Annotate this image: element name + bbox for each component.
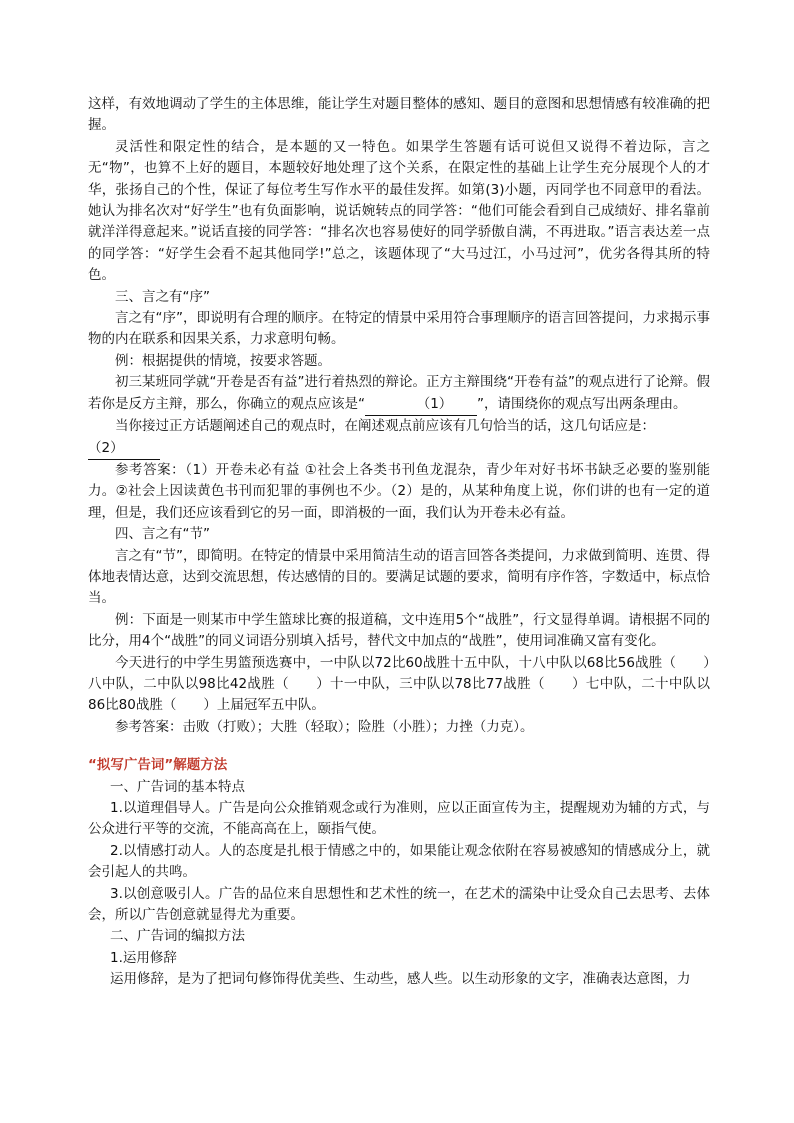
- rebuttal-text: 当你接过正方话题阐述自己的观点时，在阐述观点前应该有几句恰当的话，这几句话应是：: [115, 418, 655, 435]
- paragraph-answer-2: 参考答案：击败（打败）；大胜（轻取）；险胜（小胜）；力挫（力克）。: [115, 718, 534, 735]
- answer-blank-2: （2）: [88, 438, 160, 460]
- heading-order: 三、言之有“序”: [115, 288, 210, 305]
- heading-conciseness: 四、言之有“节”: [115, 526, 210, 543]
- ad-feature-2: 2.以情感打动人。人的态度是扎根于情感之中的，如果能让观念依附在容易被感知的情感成分上，就会引起人的共鸣。: [88, 842, 710, 881]
- paragraph-basketball: [88, 653, 710, 717]
- ad-method-1: 1.运用修辞: [110, 949, 177, 966]
- heading-ad-methods: 二、广告词的编拟方法: [110, 928, 245, 945]
- answer-blank-1: （1）: [365, 394, 477, 416]
- basketball-text-c: ）十一中队，三中队以78比77战胜（: [315, 675, 545, 692]
- paragraph-answer-1: 参考答案：（1）开卷未必有益 ①社会上各类书刊鱼龙混杂，青少年对好书坏书缺乏必要的鉴别能力。②社会上因读黄色书刊而犯罪的事例也不少。（2）是的，从某种角度上说，你们讲的也有一定的道理，但是，我们还应该看到它的另一面，即消极的一面，我们认为开卷未必有益。: [88, 461, 710, 521]
- paragraph-example-1: 例：根据提供的情境，按要求答题。: [115, 352, 331, 369]
- paragraph-example-2: 例：下面是一则某市中学生篮球比赛的报道稿，文中连用5个“战胜”，行文显得单调。请根据不同的比分，用4个“战胜”的同义词语分别填入括号，替代文中加点的“战胜”，使用词准确又富有变化。: [88, 611, 710, 650]
- debate-text-a: 初三某班同学就“开卷是否有益”进行着热烈的辩论。正方主辩围绕“开卷有益”的观点进行了论辩。假若你是反方主辩，那么，你确立的观点应该是“: [88, 374, 710, 412]
- debate-text-b: ”，请围绕你的观点写出两条理由。: [477, 395, 687, 412]
- paragraph-conciseness-def: 言之有“节”，即简明。在特定的情景中采用简洁生动的语言回答各类提问，力求做到简明、连贯、得体地表情达意，达到交流思想，传达感情的目的。要满足试题的要求，简明有序作答，字数适中，标点恰当。: [88, 547, 710, 607]
- ad-feature-1: 1.以道理倡导人。广告是向公众推销观念或行为准则，应以正面宣传为主，提醒规劝为辅的方式，与公众进行平等的交流，不能高高在上，颐指气使。: [88, 800, 710, 838]
- basketball-text-e: ）上届冠军五中队。: [203, 697, 325, 714]
- document-page: [88, 94, 710, 991]
- basketball-text-d: ）七中队，二十中队以86比80战胜（: [88, 675, 711, 714]
- paragraph-rebuttal: [88, 416, 710, 460]
- ad-feature-3: 3.以创意吸引人。广告的品位来自思想性和艺术性的统一，在艺术的濡染中让受众自己去思考、去体会，所以广告创意就显得尤为重要。: [88, 885, 710, 924]
- paragraph-continuation: 这样，有效地调动了学生的主体思维，能让学生对题目整体的感知、题目的意图和思想情感有较准确的把握。: [88, 96, 710, 134]
- section-title-ad: “拟写广告词”解题方法: [88, 757, 228, 774]
- heading-ad-features: 一、广告词的基本特点: [110, 778, 245, 795]
- basketball-text-a: 今天进行的中学生男篮预选赛中，一中队以72比60战胜十五中队，十八中队以68比56战胜（: [115, 654, 677, 671]
- paragraph-flexibility: 灵活性和限定性的结合，是本题的又一特色。如果学生答题有话可说但又说得不着边际，言之无“物”，也算不上好的题目，本题较好地处理了这个关系，在限定性的基础上让学生充分展现个人的才华，张扬自己的个性，保证了每位考生写作水平的最佳发挥。如第(3)小题，丙同学也不同意甲的看法。她认为排名次对“好学生”也有负面影响，说话婉转点的同学答：“他们可能会看到自己成绩好、排名靠前就洋洋得意起来。”说话直接的同学答：“排名次也容易使好的同学骄傲自满，不再进取。”语言表达差一点的同学答：“好学生会看不起其他同学!”总之，该题体现了“大马过江，小马过河”，优劣各得其所的特色。: [88, 138, 710, 284]
- paragraph-order-def: 言之有“序”，即说明有合理的顺序。在特定的情景中采用符合事理顺序的语言回答提问，力求揭示事物的内在联系和因果关系，力求意明句畅。: [88, 310, 710, 348]
- basketball-text-b: ）八中队，二中队以98比42战胜（: [88, 654, 711, 692]
- paragraph-debate: [88, 372, 710, 416]
- ad-method-1-text: 运用修辞，是为了把词句修饰得优美些、生动些，感人些。以生动形象的文字，准确表达意图，力: [110, 971, 691, 988]
